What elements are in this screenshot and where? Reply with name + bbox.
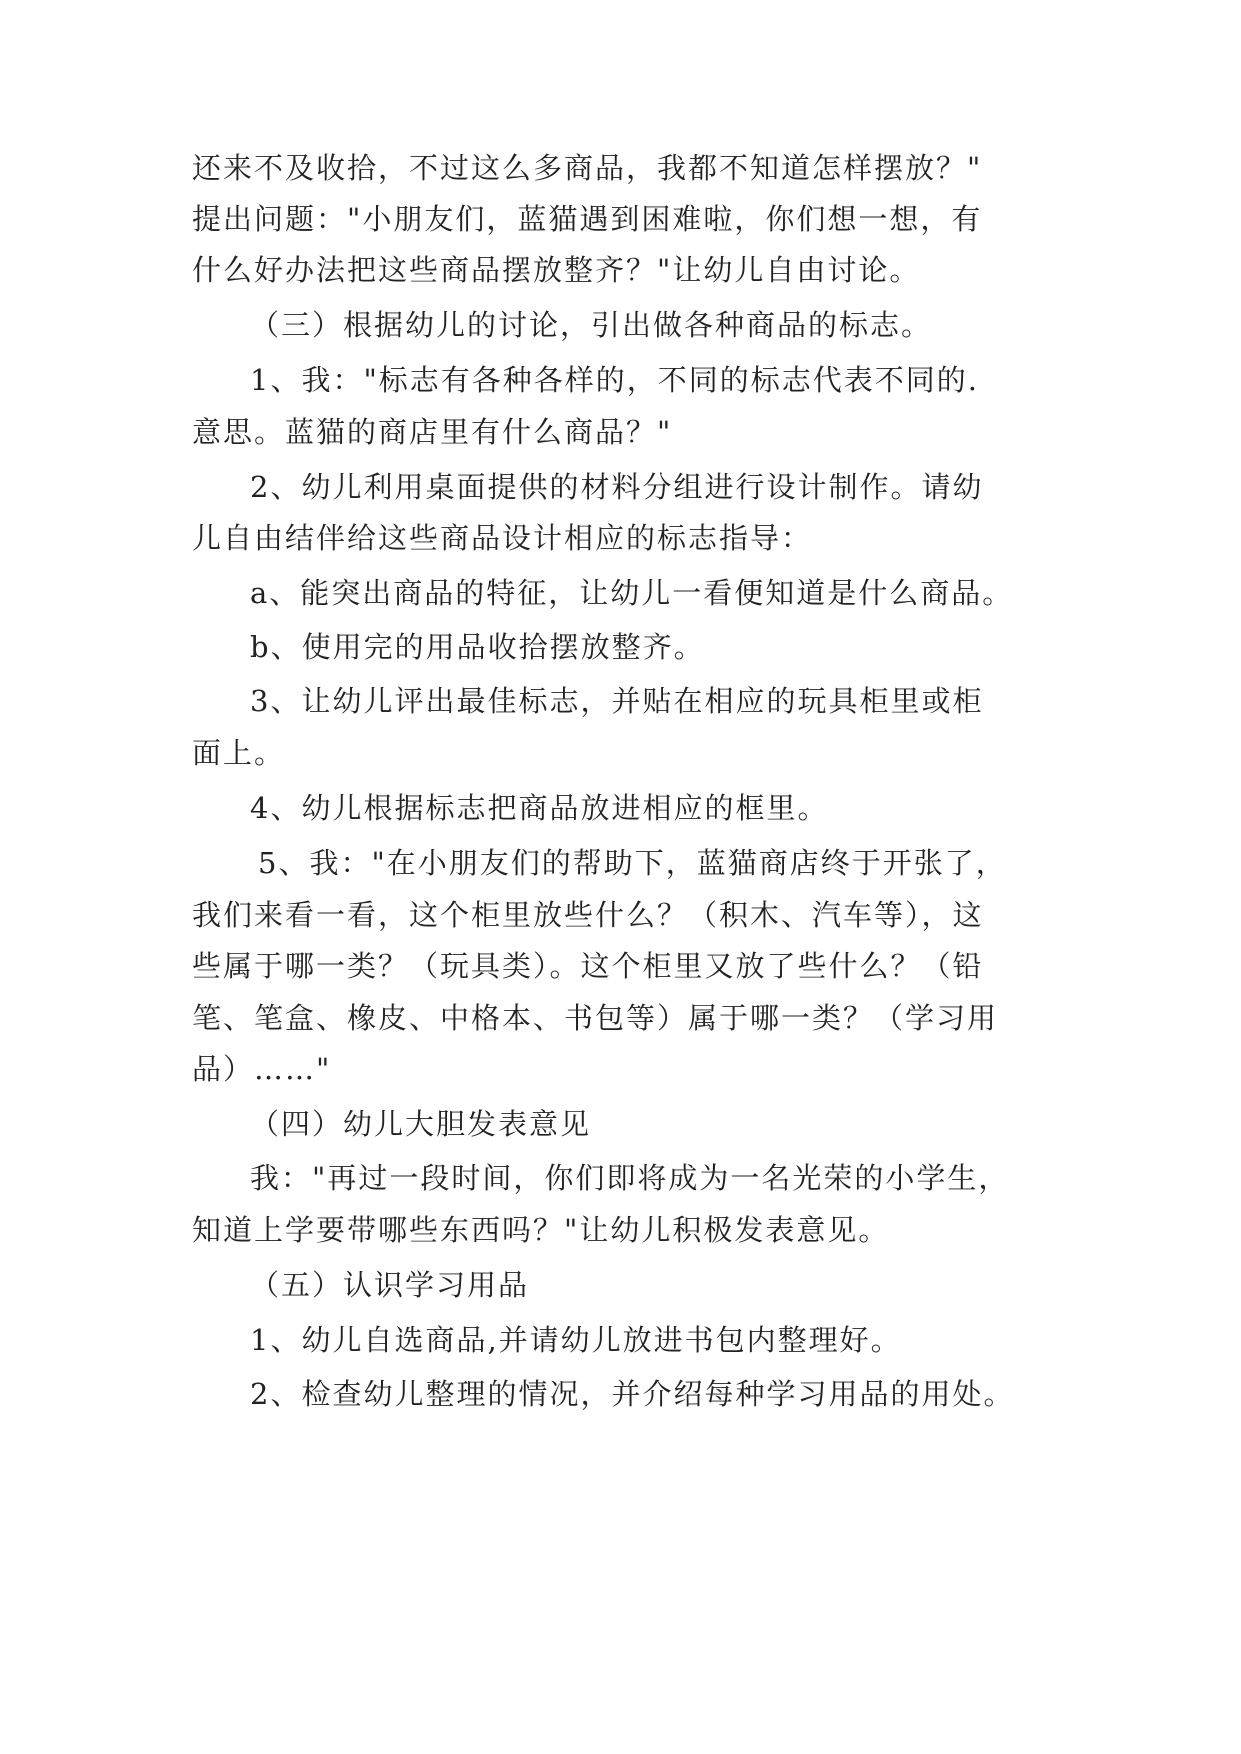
text-line: 知道上学要带哪些东西吗？"让幼儿积极发表意见。: [192, 1213, 890, 1247]
text-line: 2、检查幼儿整理的情况，并介绍每种学习用品的用处。: [250, 1377, 1015, 1411]
text-line: 我："再过一段时间，你们即将成为一名光荣的小学生，: [250, 1161, 1010, 1195]
section-heading: （三）根据幼儿的讨论，引出做各种商品的标志。: [250, 308, 933, 342]
text-line: 儿自由结伴给这些商品设计相应的标志指导：: [192, 521, 813, 555]
text-line: 品）……": [192, 1052, 332, 1086]
section-heading: （四）幼儿大胆发表意见: [250, 1107, 592, 1141]
text-line: 笔、笔盒、橡皮、中格本、书包等）属于哪一类？（学习用: [192, 1001, 999, 1035]
text-line: 还来不及收拾，不过这么多商品，我都不知道怎样摆放？": [192, 151, 983, 185]
text-line: 5、我："在小朋友们的帮助下，蓝猫商店终于开张了，: [258, 846, 1007, 880]
text-line: 我们来看一看，这个柜里放些什么？（积木、汽车等），这: [192, 898, 984, 932]
text-line: 4、幼儿根据标志把商品放进相应的框里。: [250, 791, 829, 825]
text-line: b、使用完的用品收拾摆放整齐。: [250, 630, 705, 664]
text-line: 什么好办法把这些商品摆放整齐？"让幼儿自由讨论。: [192, 253, 921, 287]
text-line: 些属于哪一类？（玩具类）。这个柜里又放了些什么？（铅: [192, 949, 984, 983]
text-line: 面上。: [192, 736, 286, 770]
section-heading: （五）认识学习用品: [250, 1268, 530, 1302]
text-line: 3、让幼儿评出最佳标志，并贴在相应的玩具柜里或柜: [250, 684, 984, 718]
text-line: 意思。蓝猫的商店里有什么商品？": [192, 415, 673, 449]
text-line: 提出问题："小朋友们，蓝猫遇到困难啦，你们想一想，有: [192, 202, 983, 236]
text-line: a、能突出商品的特征，让幼儿一看便知道是什么商品。: [250, 576, 1014, 610]
text-line: 1、我："标志有各种各样的，不同的标志代表不同的.: [250, 363, 980, 397]
text-line: 2、幼儿利用桌面提供的材料分组进行设计制作。请幼: [250, 470, 984, 504]
text-line: 1、幼儿自选商品,并请幼儿放进书包内整理好。: [250, 1323, 902, 1357]
